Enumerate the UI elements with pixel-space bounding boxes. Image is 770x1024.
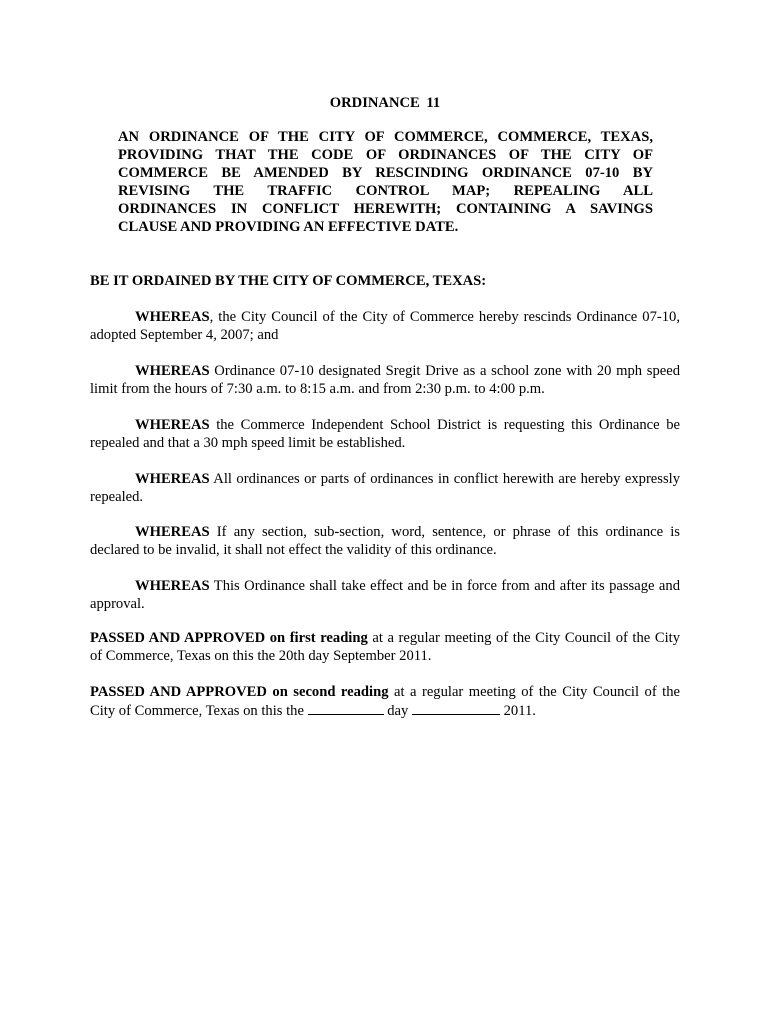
paragraph-text: at a regular meeting of the City Council of the City of Commerce, Texas on this the (90, 684, 680, 719)
paragraph-lead: WHEREAS (135, 471, 210, 487)
paragraph-text: day (383, 703, 412, 719)
paragraph-lead: WHEREAS (135, 309, 210, 325)
paragraph-text: This Ordinance shall take effect and be in force from and after its passage and approval. (90, 578, 680, 612)
first-reading-paragraph (90, 629, 680, 665)
paragraph-text: 2011. (499, 703, 536, 719)
whereas-paragraph-repeal (90, 470, 680, 506)
caption-line: AN ORDINANCE OF THE CITY OF COMMERCE, COMMERCE, TEXAS, (118, 129, 653, 145)
caption-line: CLAUSE AND PROVIDING AN EFFECTIVE DATE. (118, 219, 459, 235)
paragraph-lead: PASSED AND APPROVED on second reading (90, 684, 389, 700)
whereas-paragraph-effective (90, 577, 680, 613)
whereas-paragraph-district-request (90, 416, 680, 452)
whereas-paragraph-school-zone (90, 362, 680, 398)
paragraph-text: Ordinance 07-10 designated Sregit Drive as a school zone with 20 mph speed limit from the hours of 7:30 a.m. to 8:15 a.m. and from 2:30 p.m. to 4:00 p.m. (90, 363, 680, 397)
paragraph-text: at a regular meeting of the City Council of the City of Commerce, Texas on this the 20th day September 2011. (90, 630, 680, 664)
caption-line: COMMERCE BE AMENDED BY RESCINDING ORDINANCE 07-10 BY (118, 165, 653, 181)
ordained-heading: BE IT ORDAINED BY THE CITY OF COMMERCE, TEXAS: (90, 273, 487, 289)
whereas-paragraph-savings (90, 523, 680, 559)
paragraph-text: If any section, sub-section, word, sentence, or phrase of this ordinance is declared to be invalid, it shall not effect the validity of this ordinance. (90, 524, 680, 558)
caption-line: ORDINANCES IN CONFLICT HEREWITH; CONTAINING A SAVINGS (118, 201, 653, 217)
month-blank-line (412, 701, 500, 715)
paragraph-lead: WHEREAS (135, 363, 210, 379)
day-blank-line (308, 701, 384, 715)
caption-line: REVISING THE TRAFFIC CONTROL MAP; REPEALING ALL (118, 183, 653, 199)
ordinance-caption (118, 128, 653, 236)
paragraph-lead: WHEREAS (135, 524, 210, 540)
paragraph-text: All ordinances or parts of ordinances in conflict herewith are hereby expressly repealed. (90, 471, 680, 505)
paragraph-text: the Commerce Independent School District is requesting this Ordinance be repealed and that a 30 mph speed limit be established. (90, 417, 680, 451)
ordinance-title: ORDINANCE 11 (329, 95, 441, 111)
whereas-paragraph-rescind (90, 308, 680, 344)
second-reading-paragraph (90, 683, 680, 720)
caption-line: PROVIDING THAT THE CODE OF ORDINANCES OF THE CITY OF (118, 147, 653, 163)
paragraph-lead: PASSED AND APPROVED on first reading (90, 630, 368, 646)
paragraph-lead: WHEREAS (135, 578, 210, 594)
paragraph-text: , the City Council of the City of Commerce hereby rescinds Ordinance 07-10, adopted September 4, 2007; and (90, 309, 680, 343)
paragraph-lead: WHEREAS (135, 417, 210, 433)
